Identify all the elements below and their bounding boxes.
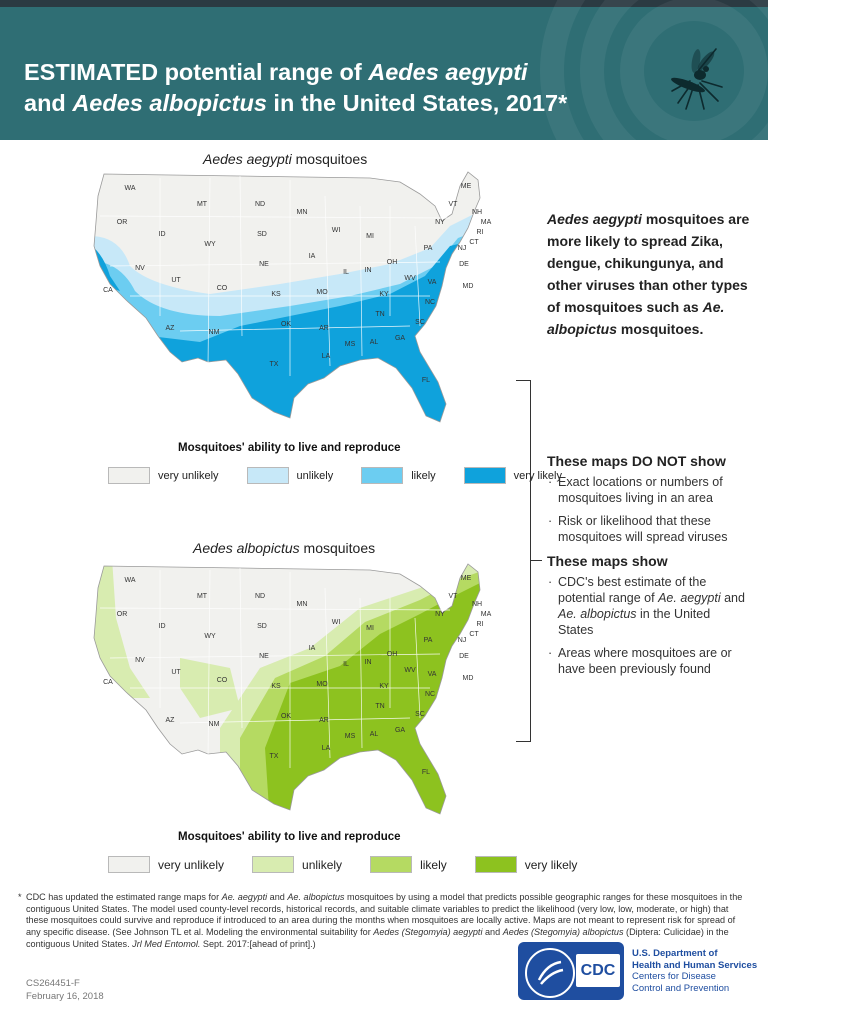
- state-label-ky: KY: [379, 683, 389, 690]
- state-label-wy: WY: [204, 241, 216, 248]
- state-label-ks: KS: [271, 291, 281, 298]
- state-label-nd: ND: [254, 201, 266, 208]
- state-label-ri: RI: [476, 229, 484, 236]
- state-label-ca: CA: [103, 287, 113, 294]
- state-label-ga: GA: [394, 335, 406, 342]
- map2-title: Aedes albopictus mosquitoes: [193, 540, 376, 556]
- legend-label: likely: [420, 857, 447, 872]
- state-label-mi: MI: [366, 625, 374, 632]
- state-label-tn: TN: [375, 311, 385, 318]
- state-label-co: CO: [216, 677, 228, 684]
- state-label-in: IN: [364, 659, 372, 666]
- not-show-list: [547, 474, 747, 552]
- state-label-ny: NY: [435, 611, 445, 618]
- state-label-wy: WY: [204, 633, 216, 640]
- state-label-in: IN: [364, 267, 372, 274]
- state-label-sc: SC: [415, 711, 425, 718]
- state-label-ma: MA: [480, 611, 492, 618]
- state-label-nm: NM: [208, 329, 220, 336]
- state-label-id: ID: [158, 231, 166, 238]
- organization-name: U.S. Department of Health and Human Services Centers for Disease Control and Prevention: [632, 948, 758, 994]
- state-label-oh: OH: [386, 651, 398, 658]
- state-label-fl: FL: [421, 377, 431, 384]
- state-label-ct: CT: [469, 239, 479, 246]
- state-label-sd: SD: [257, 623, 267, 630]
- legend-label: unlikely: [296, 469, 334, 482]
- legend-item: [108, 467, 219, 484]
- legend-item: [252, 856, 342, 873]
- state-label-wa: WA: [124, 577, 136, 584]
- state-label-vt: VT: [448, 593, 458, 600]
- state-label-mt: MT: [196, 593, 208, 600]
- state-label-la: LA: [321, 353, 331, 360]
- state-label-me: ME: [460, 183, 472, 190]
- state-label-nj: NJ: [457, 245, 467, 252]
- map1-title: Aedes aegypti mosquitoes: [203, 151, 368, 167]
- state-label-md: MD: [462, 283, 474, 290]
- state-label-ok: OK: [280, 321, 292, 328]
- state-label-wi: WI: [331, 619, 341, 626]
- list-item: · Areas where mosquitoes are or have been previously found: [547, 645, 747, 677]
- state-label-mn: MN: [296, 601, 308, 608]
- state-label-ia: IA: [308, 645, 316, 652]
- state-label-ne: NE: [259, 261, 269, 268]
- state-label-oh: OH: [386, 259, 398, 266]
- state-label-mt: MT: [196, 201, 208, 208]
- state-label-wv: WV: [404, 275, 416, 282]
- state-label-ca: CA: [103, 679, 113, 686]
- legend-swatch: [361, 467, 403, 484]
- bracket-tick: [530, 560, 542, 561]
- header-banner: [0, 7, 768, 140]
- legend-swatch: [252, 856, 294, 873]
- footnote: * CDC has updated the estimated range maps for Ae. aegypti and Ae. albopictus mosquitoes by using a model that predicts possible geographic ranges for these mosquitoes in the contiguous United States. The model used county-level records, historical records, and suitable climate variables to predict the likelihood (very low, low, moderate, or high) that these mosquitoes could survive and reproduce if introduced to an area during the months when mosquitoes are locally active. Maps are not meant to represent risk for spread of any specific disease. (See Johnson TL et al. Modeling the environmental suitability for Aedes (Stegomyia) aegypti and Aedes (Stegomyia) albopictus (Diptera: Culicidae) in the contiguous United States. Jrl Med Entomol. Sept. 2017:[ahead of print].): [18, 892, 743, 949]
- list-item: · Risk or likelihood that these mosquitoes will spread viruses: [547, 513, 747, 545]
- legend-swatch: [370, 856, 412, 873]
- state-label-nv: NV: [135, 265, 145, 272]
- legend-item: [361, 467, 435, 484]
- legend-item: [475, 856, 578, 873]
- state-label-nm: NM: [208, 721, 220, 728]
- show-list: [547, 574, 747, 684]
- state-label-md: MD: [462, 675, 474, 682]
- state-label-me: ME: [460, 575, 472, 582]
- state-label-ga: GA: [394, 727, 406, 734]
- legend-label: very likely: [513, 469, 562, 482]
- legend-label: very likely: [524, 857, 578, 872]
- state-label-sd: SD: [257, 231, 267, 238]
- document-id: CS264451-F February 16, 2018: [26, 978, 104, 1002]
- state-label-mo: MO: [316, 681, 328, 688]
- state-label-al: AL: [369, 339, 379, 346]
- show-heading: These maps show: [547, 553, 668, 569]
- state-label-co: CO: [216, 285, 228, 292]
- state-label-va: VA: [427, 671, 437, 678]
- state-label-ri: RI: [476, 621, 484, 628]
- legend-item: [370, 856, 447, 873]
- legend-label: likely: [411, 469, 436, 482]
- state-label-ne: NE: [259, 653, 269, 660]
- legend-label: very unlikely: [158, 857, 225, 872]
- state-label-pa: PA: [423, 637, 433, 644]
- map1-legend-title: Mosquitoes' ability to live and reproduce: [178, 442, 401, 454]
- hhs-cdc-logo: [518, 942, 624, 1000]
- state-label-tn: TN: [375, 703, 385, 710]
- not-show-heading: These maps DO NOT show: [547, 453, 726, 469]
- legend-item: [247, 467, 334, 484]
- mosquito-icon: [648, 39, 744, 119]
- state-label-ks: KS: [271, 683, 281, 690]
- state-label-ma: MA: [480, 219, 492, 226]
- state-label-ok: OK: [280, 713, 292, 720]
- state-label-ar: AR: [319, 717, 329, 724]
- state-label-az: AZ: [165, 325, 175, 332]
- state-label-nv: NV: [135, 657, 145, 664]
- state-label-ky: KY: [379, 291, 389, 298]
- page-title: ESTIMATED potential range of Aedes aegypti and Aedes albopictus in the United States, 2017*: [24, 59, 568, 116]
- state-label-tx: TX: [269, 361, 279, 368]
- state-label-de: DE: [459, 261, 469, 268]
- state-label-or: OR: [116, 611, 128, 618]
- state-label-tx: TX: [269, 753, 279, 760]
- state-label-id: ID: [158, 623, 166, 630]
- state-label-de: DE: [459, 653, 469, 660]
- state-label-sc: SC: [415, 319, 425, 326]
- state-label-mo: MO: [316, 289, 328, 296]
- list-item: · Exact locations or numbers of mosquitoes living in an area: [547, 474, 747, 506]
- state-label-nj: NJ: [457, 637, 467, 644]
- state-label-ny: NY: [435, 219, 445, 226]
- legend-swatch: [108, 467, 150, 484]
- state-label-nc: NC: [424, 299, 436, 306]
- state-label-ct: CT: [469, 631, 479, 638]
- legend-swatch: [475, 856, 517, 873]
- list-item: · CDC's best estimate of the potential range of Ae. aegypti and Ae. albopictus in the United States: [547, 574, 747, 638]
- legend-swatch: [464, 467, 506, 484]
- albopictus-range-map: [90, 558, 490, 824]
- state-label-wi: WI: [331, 227, 341, 234]
- legend-swatch: [108, 856, 150, 873]
- state-label-ar: AR: [319, 325, 329, 332]
- state-label-or: OR: [116, 219, 128, 226]
- state-label-nh: NH: [471, 601, 483, 608]
- legend-item: [108, 856, 224, 873]
- legend-label: unlikely: [302, 857, 343, 872]
- state-label-pa: PA: [423, 245, 433, 252]
- state-label-ms: MS: [344, 341, 356, 348]
- state-label-ms: MS: [344, 733, 356, 740]
- state-label-nh: NH: [471, 209, 483, 216]
- map2-legend: [108, 856, 605, 873]
- state-label-wv: WV: [404, 667, 416, 674]
- state-label-nd: ND: [254, 593, 266, 600]
- aegypti-range-map: [90, 166, 490, 432]
- state-label-ut: UT: [171, 669, 181, 676]
- state-label-nc: NC: [424, 691, 436, 698]
- map2-legend-title: Mosquitoes' ability to live and reproduce: [178, 831, 401, 843]
- state-label-wa: WA: [124, 185, 136, 192]
- hhs-seal-icon: [525, 948, 575, 998]
- state-label-ut: UT: [171, 277, 181, 284]
- state-label-il: IL: [343, 661, 349, 668]
- state-label-vt: VT: [448, 201, 458, 208]
- aegypti-note: Aedes aegypti mosquitoes are more likely to spread Zika, dengue, chikungunya, and other viruses than other types of mosquitoes such as Ae. albopictus mosquitoes.: [547, 211, 750, 337]
- state-label-va: VA: [427, 279, 437, 286]
- state-label-ia: IA: [308, 253, 316, 260]
- bracket-line: [516, 380, 531, 742]
- state-label-fl: FL: [421, 769, 431, 776]
- cdc-logo: CDC: [576, 954, 620, 987]
- state-label-la: LA: [321, 745, 331, 752]
- state-label-al: AL: [369, 731, 379, 738]
- state-label-il: IL: [343, 269, 349, 276]
- state-label-mn: MN: [296, 209, 308, 216]
- state-label-mi: MI: [366, 233, 374, 240]
- legend-label: very unlikely: [158, 469, 219, 482]
- legend-swatch: [247, 467, 289, 484]
- state-label-az: AZ: [165, 717, 175, 724]
